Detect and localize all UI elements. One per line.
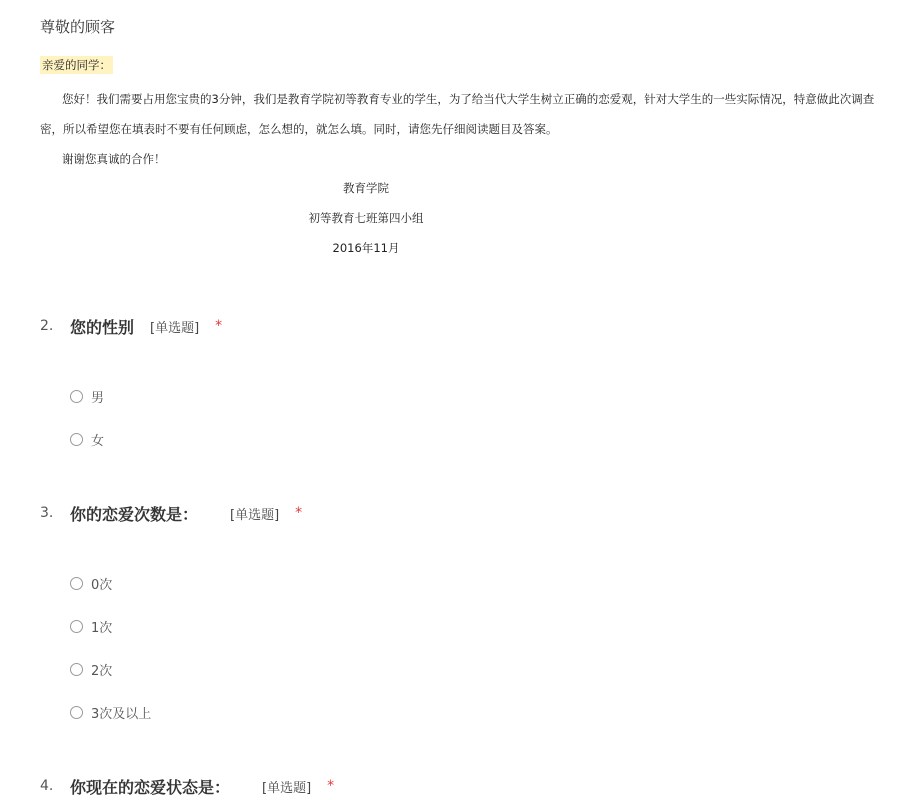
question-title: 您的性别 — [70, 317, 135, 337]
question-type: [单选题] — [150, 320, 200, 336]
signature-org: 教育学院 — [343, 181, 389, 195]
question-number: 2. — [40, 318, 54, 334]
radio-button[interactable] — [70, 390, 83, 403]
option-label: 男 — [91, 390, 105, 406]
salutation: 亲爱的同学： — [42, 58, 111, 72]
question-number: 3. — [40, 505, 54, 521]
question-type: [单选题] — [262, 780, 312, 796]
survey-intro — [40, 56, 900, 174]
required-marker: * — [327, 778, 335, 794]
question-relationship-status — [40, 775, 880, 797]
option-label: 0次 — [91, 577, 113, 593]
intro-thanks: 谢谢您真诚的合作！ — [62, 152, 166, 166]
option-male[interactable] — [70, 385, 104, 407]
option-label: 女 — [91, 433, 105, 449]
required-marker: * — [215, 318, 223, 334]
radio-button[interactable] — [70, 706, 83, 719]
option-0-times[interactable] — [70, 572, 112, 594]
option-female[interactable] — [70, 428, 104, 450]
intro-paragraph-2: 密，所以希望您在填表时不要有任何顾虑，怎么想的，就怎么填。同时，请您先仔细阅读题目及答案。 — [40, 122, 558, 136]
question-gender — [40, 315, 880, 449]
option-label: 1次 — [91, 620, 113, 636]
question-title: 你的恋爱次数是： — [70, 504, 199, 524]
question-header — [40, 775, 880, 797]
question-type: [单选题] — [230, 507, 280, 523]
option-1-time[interactable] — [70, 615, 112, 637]
radio-button[interactable] — [70, 577, 83, 590]
option-label: 2次 — [91, 663, 113, 679]
question-number: 4. — [40, 778, 54, 794]
intro-paragraph-1: 您好！我们需要占用您宝贵的3分钟，我们是教育学院初等教育专业的学生，为了给当代大学生树立正确的恋爱观，针对大学生的一些实际情况，特意做此次调查 — [62, 92, 875, 106]
page-greeting: 尊敬的顾客 — [40, 18, 116, 36]
option-3-plus-times[interactable] — [70, 701, 151, 723]
radio-button[interactable] — [70, 620, 83, 633]
signature-date: 2016年11月 — [332, 241, 400, 255]
radio-button[interactable] — [70, 663, 83, 676]
question-title: 你现在的恋爱状态是： — [70, 777, 231, 797]
question-relationship-count — [40, 502, 880, 722]
option-2-times[interactable] — [70, 658, 112, 680]
signature-group: 初等教育七班第四小组 — [308, 211, 424, 225]
required-marker: * — [295, 505, 303, 521]
question-header — [40, 502, 880, 524]
option-label: 3次及以上 — [91, 706, 152, 722]
radio-button[interactable] — [70, 433, 83, 446]
question-header — [40, 315, 880, 337]
